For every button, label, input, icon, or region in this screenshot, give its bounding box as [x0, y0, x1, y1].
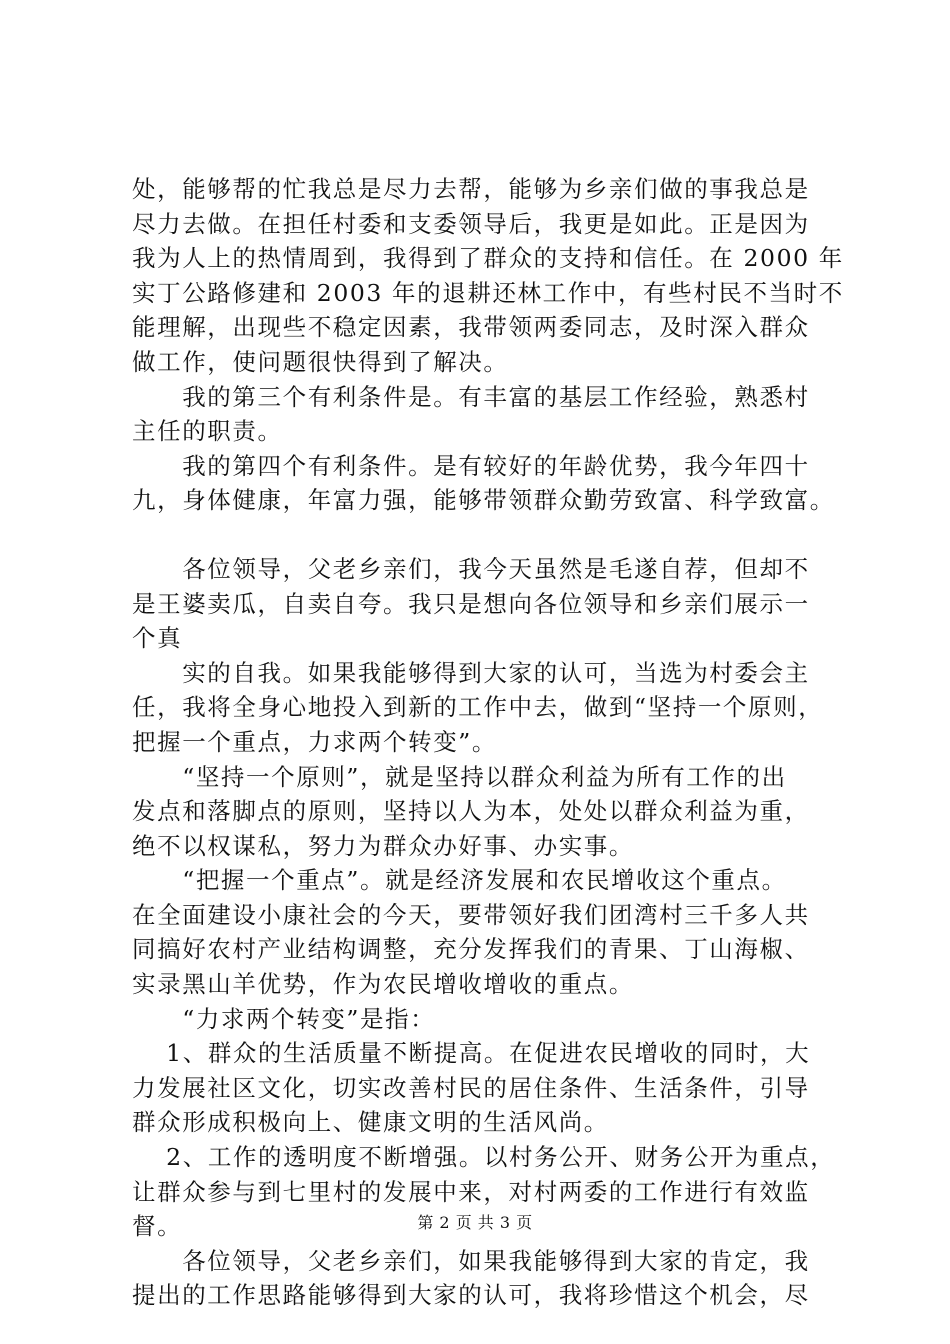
text-line: 绝不以权谋私，努力为群众办好事、办实事。: [132, 831, 634, 860]
text-line: 发点和落脚点的原则，坚持以人为本，处处以群众利益为重，: [132, 797, 810, 826]
page-footer: 第 2 页 共 3 页: [417, 1213, 533, 1232]
text-line: 力发展社区文化，切实改善村民的居住条件、生活条件，引导: [132, 1073, 810, 1102]
text-line: 我为人上的热情周到，我得到了群众的支持和信任。在 2000 年: [132, 244, 844, 273]
text-line: 让群众参与到七里村的发展中来，对村两委的工作进行有效监: [132, 1177, 810, 1206]
text-line: 我的第三个有利条件是。有丰富的基层工作经验，熟悉村: [132, 382, 810, 411]
text-line: “坚持一个原则”，就是坚持以群众利益为所有工作的出: [132, 762, 787, 791]
text-line: 实录黑山羊优势，作为农民增收增收的重点。: [132, 970, 634, 999]
text-line: 群众形成积极向上、健康文明的生活风尚。: [132, 1108, 609, 1137]
text-line: 2、工作的透明度不断增强。以村务公开、财务公开为重点，: [132, 1143, 836, 1172]
text-line: 我的第四个有利条件。是有较好的年龄优势，我今年四十: [132, 451, 810, 480]
text-line: 个真: [132, 624, 183, 653]
text-line: 任，我将全身心地投入到新的工作中去，做到“坚持一个原则，: [132, 693, 824, 722]
text-line: 是王婆卖瓜，自卖自夸。我只是想向各位领导和乡亲们展示一: [132, 589, 810, 618]
text-line: 把握一个重点，力求两个转变”。: [132, 727, 498, 756]
text-line: 实丁公路修建和 2003 年的退耕还林工作中，有些村民不当时不: [132, 278, 844, 307]
text-line: 尽力去做。在担任村委和支委领导后，我更是如此。正是因为: [132, 209, 810, 238]
text-line: 做工作，使问题很快得到了解决。: [132, 347, 509, 376]
document-body: [132, 172, 844, 1313]
paragraph-gap: [132, 518, 844, 552]
text-line: 主任的职责。: [132, 417, 283, 446]
text-line: “把握一个重点”。就是经济发展和农民增收这个重点。: [132, 866, 787, 895]
text-line: 提出的工作思路能够得到大家的认可，我将珍惜这个机会，尽: [132, 1281, 810, 1310]
text-line: 1、群众的生活质量不断提高。在促进农民增收的同时，大: [132, 1039, 811, 1068]
text-line: 实的自我。如果我能够得到大家的认可，当选为村委会主: [132, 658, 810, 687]
text-line: 九，身体健康，年富力强，能够带领群众勤劳致富、科学致富。: [132, 486, 835, 515]
text-line: 能理解，出现些不稳定因素，我带领两委同志，及时深入群众: [132, 313, 810, 342]
text-line: “力求两个转变”是指：: [132, 1004, 436, 1033]
text-line: 处，能够帮的忙我总是尽力去帮，能够为乡亲们做的事我总是: [132, 175, 810, 203]
text-line: 各位领导，父老乡亲们，我今天虽然是毛遂自荐，但却不: [132, 554, 810, 583]
text-line: 督。: [132, 1212, 183, 1241]
text-line: 在全面建设小康社会的今天，要带领好我们团湾村三千多人共: [132, 900, 810, 929]
text-line: 同搞好农村产业结构调整，充分发挥我们的青果、丁山海椒、: [132, 935, 810, 964]
text-line: 各位领导，父老乡亲们，如果我能够得到大家的肯定，我: [132, 1246, 810, 1275]
